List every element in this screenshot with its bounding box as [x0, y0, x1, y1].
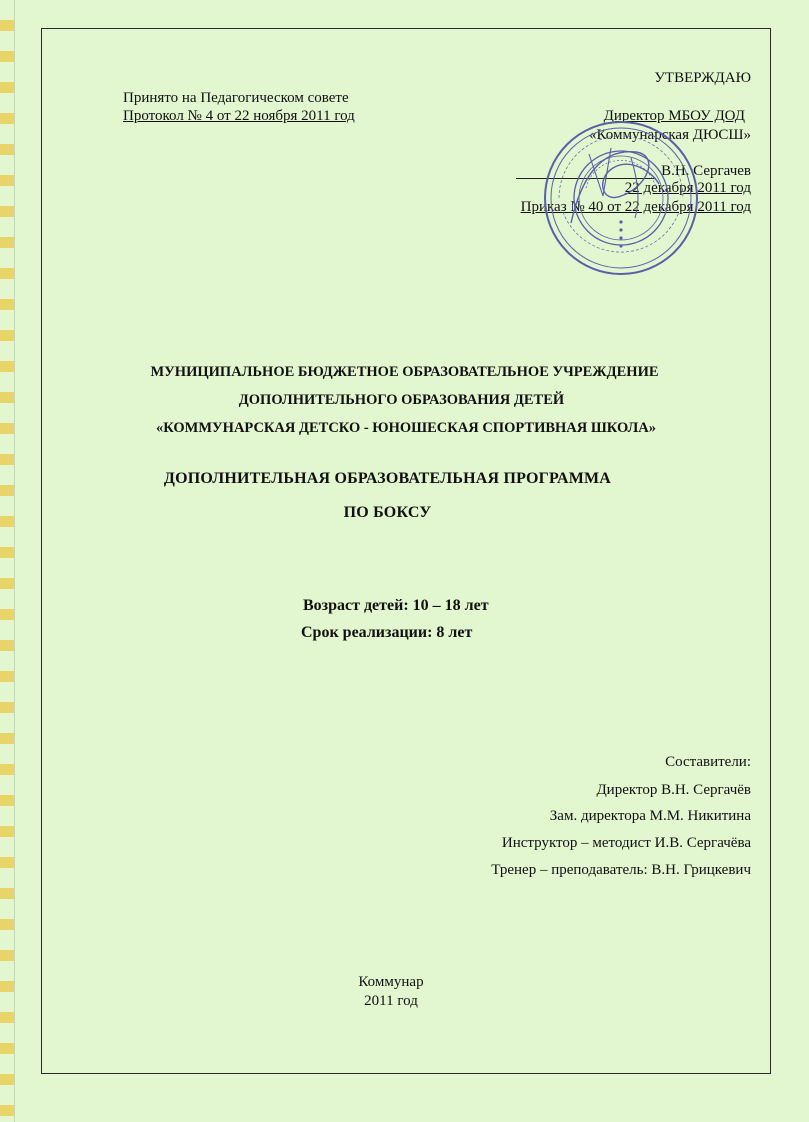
compilers-heading: Составители:: [665, 754, 751, 770]
accepted-protocol: Протокол № 4 от 22 ноября 2011 год: [123, 108, 355, 124]
approved-name: В.Н. Сергачев: [661, 163, 751, 179]
institution-line-1: МУНИЦИПАЛЬНОЕ БЮДЖЕТНОЕ ОБРАЗОВАТЕЛЬНОЕ УЧРЕЖДЕНИЕ: [150, 364, 659, 380]
children-age: Возраст детей: 10 – 18 лет: [303, 597, 489, 614]
spiral-binding-edge: [0, 0, 14, 1122]
approved-date: 22 декабря 2011 год: [624, 180, 751, 196]
footer-year: 2011 год: [364, 993, 418, 1009]
implementation-term: Срок реализации: 8 лет: [301, 624, 473, 641]
binding-edge-line: [14, 0, 15, 1122]
institution-line-2: ДОПОЛНИТЕЛЬНОГО ОБРАЗОВАНИЯ ДЕТЕЙ: [238, 392, 565, 408]
compiler-4: Тренер – преподаватель: В.Н. Грицкевич: [491, 862, 751, 878]
seal-rings: [545, 122, 697, 274]
institution-line-3: «КОММУНАРСКАЯ ДЕТСКО - ЮНОШЕСКАЯ СПОРТИВНАЯ ШКОЛА»: [155, 420, 657, 436]
program-title-line-1: ДОПОЛНИТЕЛЬНАЯ ОБРАЗОВАТЕЛЬНАЯ ПРОГРАММА: [163, 470, 612, 487]
approved-title: УТВЕРЖДАЮ: [654, 70, 751, 86]
official-seal-stamp: [541, 118, 701, 278]
seal-ring-lettering: [559, 136, 683, 252]
approved-order: Приказ № 40 от 22 декабря 2011 год: [520, 199, 751, 215]
compiler-3: Инструктор – методист И.В. Сергачёва: [501, 835, 751, 851]
program-title-line-2: ПО БОКСУ: [343, 504, 432, 521]
compiler-2: Зам. директора М.М. Никитина: [549, 808, 751, 824]
accepted-line-1: Принято на Педагогическом совете: [123, 90, 349, 106]
approved-org: «Коммунарская ДЮСШ»: [589, 127, 751, 143]
compiler-1: Директор В.Н. Сергачёв: [596, 782, 751, 798]
approved-position: Директор МБОУ ДОД: [603, 108, 745, 124]
seal-stars: [619, 220, 622, 247]
footer-city: Коммунар: [358, 974, 424, 990]
